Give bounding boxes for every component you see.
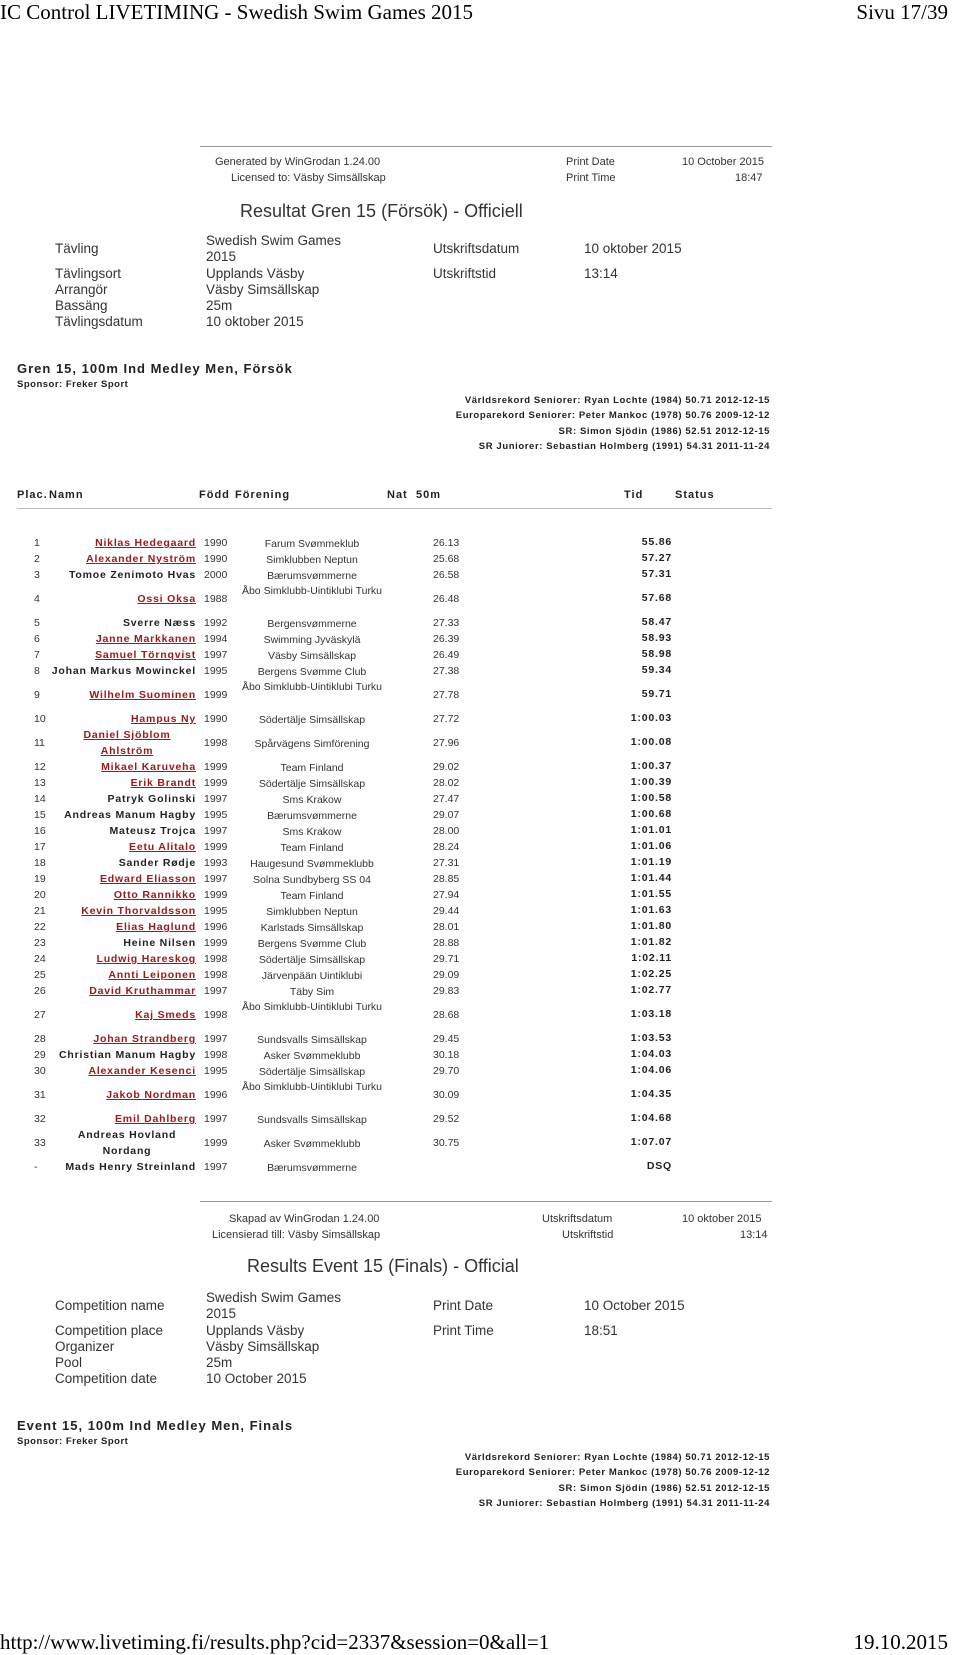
- result-split-50m: 29.83: [433, 985, 460, 997]
- result-club: Södertälje Simsällskap: [258, 778, 366, 790]
- final-print-date-label: Utskriftsdatum: [542, 1213, 613, 1225]
- result-club: Bergens Svømme Club: [257, 666, 367, 678]
- result-club: Spårvägens Simförening: [254, 738, 370, 750]
- page-number: Sivu 17/39: [856, 0, 948, 24]
- final-right-label-print-date: Print Date: [433, 1298, 494, 1313]
- right-value-print-date: 10 oktober 2015: [584, 241, 682, 256]
- result-place: 7: [34, 649, 40, 661]
- result-birth-year: 1997: [204, 793, 228, 805]
- result-time: 1:04.03: [630, 1048, 672, 1060]
- info-value-place: Upplands Väsby: [206, 266, 305, 281]
- result-split-50m: 26.48: [433, 593, 460, 605]
- result-club: Solna Sundbyberg SS 04: [253, 874, 371, 886]
- result-time: 1:04.68: [630, 1112, 672, 1124]
- result-split-50m: 27.72: [433, 713, 460, 725]
- result-club: Team Finland: [280, 842, 344, 854]
- result-place: 20: [34, 889, 46, 901]
- result-name[interactable]: Jakob Nordman: [106, 1089, 196, 1101]
- col-header-name: Namn: [49, 489, 84, 501]
- print-time-label: Print Time: [566, 172, 616, 184]
- result-club: Åbo Simklubb-Uintiklubi Turku: [241, 585, 383, 597]
- result-name[interactable]: Otto Rannikko: [113, 889, 196, 901]
- result-name: Tomoe Zenimoto Hvas: [68, 569, 196, 581]
- result-name[interactable]: Mikael Karuveha: [101, 761, 196, 773]
- result-name[interactable]: Kevin Thorvaldsson: [81, 905, 196, 917]
- result-time: 1:01.63: [630, 904, 672, 916]
- final-print-time-value: 13:14: [740, 1229, 768, 1241]
- result-name[interactable]: Alexander Nyström: [86, 553, 196, 565]
- result-club: Åbo Simklubb-Uintiklubi Turku: [241, 1001, 383, 1013]
- result-time: 59.71: [641, 688, 672, 700]
- info-label-pool: Bassäng: [55, 298, 108, 313]
- result-split-50m: 27.47: [433, 793, 460, 805]
- result-place: 15: [34, 809, 46, 821]
- result-birth-year: 1994: [204, 633, 228, 645]
- result-time: 1:01.80: [630, 920, 672, 932]
- result-place: 6: [34, 633, 40, 645]
- result-split-50m: 26.39: [433, 633, 460, 645]
- result-club: Bærumsvømmerne: [267, 810, 357, 822]
- result-birth-year: 1997: [204, 873, 228, 885]
- result-place: 11: [34, 737, 45, 749]
- result-time: 1:03.53: [630, 1032, 672, 1044]
- result-time: 1:01.06: [630, 840, 672, 852]
- result-name[interactable]: Eetu Alitalo: [129, 841, 196, 853]
- result-place: 24: [34, 953, 46, 965]
- final-event-title: Event 15, 100m Ind Medley Men, Finals: [17, 1418, 294, 1433]
- event-title: Gren 15, 100m Ind Medley Men, Försök: [17, 361, 293, 376]
- print-date-label: Print Date: [566, 156, 615, 168]
- result-split-50m: 28.68: [433, 1009, 460, 1021]
- result-birth-year: 1992: [204, 617, 228, 629]
- col-header-club: Förening: [235, 489, 291, 501]
- result-time: 1:00.68: [630, 808, 672, 820]
- result-place: 21: [34, 905, 46, 917]
- result-name[interactable]: Erik Brandt: [130, 777, 196, 789]
- result-name[interactable]: Alexander Kesenci: [88, 1065, 196, 1077]
- info-label-organizer: Arrangör: [55, 282, 108, 297]
- result-name[interactable]: Ossi Oksa: [137, 593, 196, 605]
- result-name: Heine Nilsen: [123, 937, 196, 949]
- result-club: Haugesund Svømmeklubb: [250, 858, 374, 870]
- result-name: Christian Manum Hagby: [59, 1049, 196, 1061]
- right-label-print-time: Utskriftstid: [433, 266, 497, 281]
- result-time: 1:04.06: [630, 1064, 672, 1076]
- result-club: Väsby Simsällskap: [267, 650, 357, 662]
- result-place: 22: [34, 921, 46, 933]
- result-birth-year: 1999: [204, 937, 228, 949]
- final-info-label-date: Competition date: [55, 1371, 158, 1386]
- result-birth-year: 1998: [204, 969, 228, 981]
- result-time: 1:01.19: [630, 856, 672, 868]
- record-sweden-junior: SR Juniorer: Sebastian Holmberg (1991) 54.31 2011-11-24: [478, 441, 770, 452]
- result-time: DSQ: [646, 1160, 672, 1172]
- result-time: 58.98: [641, 648, 672, 660]
- result-time: 1:00.08: [630, 736, 672, 748]
- result-split-50m: 28.00: [433, 825, 460, 837]
- result-name[interactable]: Elias Haglund: [116, 921, 196, 933]
- info-value-organizer: Väsby Simsällskap: [206, 282, 320, 297]
- result-place: 14: [34, 793, 46, 805]
- result-time: 1:00.39: [630, 776, 672, 788]
- result-time: 1:02.77: [630, 984, 672, 996]
- result-split-50m: 28.85: [433, 873, 460, 885]
- result-club: Swimming Jyväskylä: [263, 634, 361, 646]
- generated-by: Generated by WinGrodan 1.24.00: [215, 156, 381, 168]
- result-club: Simklubben Neptun: [266, 906, 358, 918]
- result-club: Åbo Simklubb-Uintiklubi Turku: [241, 1081, 383, 1093]
- result-club: Asker Svømmeklubb: [263, 1138, 361, 1150]
- result-time: 1:02.11: [631, 952, 672, 964]
- result-birth-year: 1997: [204, 1033, 228, 1045]
- result-place: 12: [34, 761, 46, 773]
- final-results-title: Results Event 15 (Finals) - Official: [247, 1256, 519, 1276]
- final-info-value-organizer: Väsby Simsällskap: [206, 1339, 320, 1354]
- col-header-born: Född: [199, 489, 230, 501]
- result-place: -: [34, 1161, 38, 1173]
- result-birth-year: 1995: [204, 665, 228, 677]
- final-info-value-place: Upplands Väsby: [206, 1323, 305, 1338]
- result-place: 18: [34, 857, 46, 869]
- final-print-date-value: 10 oktober 2015: [682, 1213, 762, 1225]
- result-club: Team Finland: [280, 762, 344, 774]
- result-time: 1:00.37: [630, 760, 672, 772]
- result-time: 57.31: [641, 568, 672, 580]
- result-time: 57.68: [641, 592, 672, 604]
- result-split-50m: 27.38: [433, 665, 460, 677]
- final-record-europe: Europarekord Seniorer: Peter Mankoc (1978) 50.76 2009-12-12: [455, 1467, 770, 1478]
- result-club: Södertälje Simsällskap: [258, 954, 366, 966]
- result-place: 2: [34, 553, 40, 565]
- result-place: 10: [34, 713, 46, 725]
- result-time: 1:01.44: [630, 872, 672, 884]
- result-club: Sundsvalls Simsällskap: [257, 1114, 367, 1126]
- licensed-to: Licensed to: Väsby Simsällskap: [231, 172, 386, 184]
- result-time: 57.27: [641, 552, 672, 564]
- created-by: Skapad av WinGrodan 1.24.00: [229, 1213, 380, 1225]
- result-place: 1: [34, 537, 40, 549]
- right-label-print-date: Utskriftsdatum: [433, 241, 520, 256]
- browser-title: IC Control LIVETIMING - Swedish Swim Games 2015: [0, 0, 474, 24]
- result-birth-year: 1997: [204, 1161, 228, 1173]
- results-title: Resultat Gren 15 (Försök) - Officiell: [240, 201, 523, 221]
- header-divider: [17, 508, 772, 509]
- result-split-50m: 29.71: [433, 953, 460, 965]
- result-birth-year: 1997: [204, 1113, 228, 1125]
- result-birth-year: 1990: [204, 553, 228, 565]
- result-split-50m: 27.33: [433, 617, 460, 629]
- result-place: 16: [34, 825, 46, 837]
- result-birth-year: 1998: [204, 953, 228, 965]
- result-split-50m: 29.02: [433, 761, 460, 773]
- result-birth-year: 1990: [204, 713, 228, 725]
- result-split-50m: 29.70: [433, 1065, 460, 1077]
- result-club: Södertälje Simsällskap: [258, 714, 366, 726]
- result-split-50m: 28.24: [433, 841, 460, 853]
- sponsor: Sponsor: Freker Sport: [17, 379, 129, 390]
- result-name: Andreas Hovland Nordang: [77, 1129, 177, 1157]
- final-top-divider: [200, 1201, 772, 1202]
- result-place: 32: [34, 1113, 46, 1125]
- result-split-50m: 28.01: [433, 921, 460, 933]
- print-date-value: 10 October 2015: [682, 156, 764, 168]
- info-value-competition: Swedish Swim Games 2015: [206, 233, 342, 264]
- result-split-50m: 29.44: [433, 905, 460, 917]
- result-name[interactable]: Ludwig Hareskog: [96, 953, 196, 965]
- result-name[interactable]: David Kruthammar: [89, 985, 196, 997]
- final-record-sweden-junior: SR Juniorer: Sebastian Holmberg (1991) 54.31 2011-11-24: [478, 1498, 770, 1509]
- result-place: 23: [34, 937, 46, 949]
- result-place: 30: [34, 1065, 46, 1077]
- final-sponsor: Sponsor: Freker Sport: [17, 1436, 129, 1447]
- result-birth-year: 1996: [204, 1089, 228, 1101]
- final-info-value-competition: Swedish Swim Games 2015: [206, 1290, 342, 1321]
- result-split-50m: 27.78: [433, 689, 460, 701]
- result-split-50m: 29.52: [433, 1113, 460, 1125]
- result-place: 25: [34, 969, 46, 981]
- info-value-pool: 25m: [206, 298, 233, 313]
- result-birth-year: 1999: [204, 689, 228, 701]
- result-birth-year: 1993: [204, 857, 228, 869]
- result-name: Andreas Manum Hagby: [64, 809, 196, 821]
- result-name[interactable]: Johan Strandberg: [93, 1033, 196, 1045]
- final-info-label-organizer: Organizer: [55, 1339, 115, 1354]
- result-name: Mads Henry Streinland: [65, 1161, 196, 1173]
- result-club: Asker Svømmeklubb: [263, 1050, 361, 1062]
- final-print-time-label: Utskriftstid: [562, 1229, 614, 1241]
- result-time: 58.93: [641, 632, 672, 644]
- result-split-50m: 29.07: [433, 809, 460, 821]
- result-split-50m: 30.75: [433, 1137, 460, 1149]
- final-info-value-pool: 25m: [206, 1355, 233, 1370]
- final-licensed-to: Licensierad till: Väsby Simsällskap: [212, 1229, 381, 1241]
- result-club: Sms Krakow: [282, 826, 342, 838]
- result-split-50m: 26.58: [433, 569, 460, 581]
- result-name[interactable]: Hampus Ny: [131, 713, 196, 725]
- result-split-50m: 27.94: [433, 889, 460, 901]
- result-name[interactable]: Kaj Smeds: [135, 1009, 196, 1021]
- result-club: Södertälje Simsällskap: [258, 1066, 366, 1078]
- result-club: Simklubben Neptun: [266, 554, 358, 566]
- result-split-50m: 26.49: [433, 649, 460, 661]
- right-value-print-time: 13:14: [584, 266, 618, 281]
- result-time: 1:03.18: [630, 1008, 672, 1020]
- final-right-value-print-time: 18:51: [584, 1323, 618, 1338]
- result-time: 1:01.82: [630, 936, 672, 948]
- result-split-50m: 28.02: [433, 777, 460, 789]
- col-header-split: 50m: [416, 489, 442, 501]
- result-time: 1:04.35: [630, 1088, 672, 1100]
- result-birth-year: 1988: [204, 593, 228, 605]
- result-birth-year: 1999: [204, 777, 228, 789]
- record-europe: Europarekord Seniorer: Peter Mankoc (1978) 50.76 2009-12-12: [455, 410, 770, 421]
- info-label-date: Tävlingsdatum: [55, 314, 143, 329]
- result-name[interactable]: Samuel Törnqvist: [95, 649, 196, 661]
- result-split-50m: 27.96: [433, 737, 460, 749]
- result-name[interactable]: Daniel Sjöblom Ahlström: [83, 729, 171, 757]
- result-place: 8: [34, 665, 40, 677]
- result-club: Åbo Simklubb-Uintiklubi Turku: [241, 681, 383, 693]
- result-birth-year: 1990: [204, 537, 228, 549]
- result-club: Järvenpään Uintiklubi: [261, 970, 363, 982]
- result-name[interactable]: Janne Markkanen: [95, 633, 196, 645]
- col-header-time: Tid: [624, 489, 644, 501]
- result-name[interactable]: Edward Eliasson: [99, 873, 196, 885]
- info-label-competition: Tävling: [55, 241, 99, 256]
- result-club: Sundsvalls Simsällskap: [257, 1034, 367, 1046]
- result-time: 1:07.07: [630, 1136, 672, 1148]
- final-record-sweden: SR: Simon Sjödin (1986) 52.51 2012-12-15: [558, 1483, 770, 1494]
- result-club: Team Finland: [280, 890, 344, 902]
- result-birth-year: 1999: [204, 841, 228, 853]
- info-value-date: 10 oktober 2015: [206, 314, 304, 329]
- result-birth-year: 2000: [204, 569, 228, 581]
- result-split-50m: 30.09: [433, 1089, 460, 1101]
- final-record-world: Världsrekord Seniorer: Ryan Lochte (1984) 50.71 2012-12-15: [464, 1452, 770, 1463]
- result-time: 1:01.01: [630, 824, 672, 836]
- final-right-value-print-date: 10 October 2015: [584, 1298, 685, 1313]
- result-name: Sverre Næss: [122, 617, 196, 629]
- result-split-50m: 29.09: [433, 969, 460, 981]
- result-name[interactable]: Annti Leiponen: [108, 969, 196, 981]
- result-place: 13: [34, 777, 46, 789]
- result-birth-year: 1998: [204, 1009, 228, 1021]
- result-place: 4: [34, 593, 40, 605]
- result-birth-year: 1998: [204, 737, 228, 749]
- result-time: 1:00.58: [630, 792, 672, 804]
- result-name[interactable]: Niklas Hedegaard: [95, 537, 196, 549]
- result-place: 26: [34, 985, 46, 997]
- result-time: 1:00.03: [630, 712, 672, 724]
- final-info-value-date: 10 October 2015: [206, 1371, 307, 1386]
- final-info-label-pool: Pool: [55, 1355, 83, 1370]
- final-info-label-competition: Competition name: [55, 1298, 165, 1313]
- result-birth-year: 1997: [204, 985, 228, 997]
- result-club: Sms Krakow: [282, 794, 342, 806]
- result-birth-year: 1995: [204, 1065, 228, 1077]
- result-club: Bærumsvømmerne: [267, 570, 357, 582]
- result-split-50m: 27.31: [433, 857, 460, 869]
- top-divider: [200, 146, 772, 147]
- result-time: 55.86: [641, 536, 672, 548]
- result-place: 28: [34, 1033, 46, 1045]
- result-place: 5: [34, 617, 40, 629]
- record-sweden: SR: Simon Sjödin (1986) 52.51 2012-12-15: [558, 426, 770, 437]
- result-name[interactable]: Emil Dahlberg: [115, 1113, 196, 1125]
- result-birth-year: 1998: [204, 1049, 228, 1061]
- result-club: Bergens Svømme Club: [257, 938, 367, 950]
- result-name[interactable]: Wilhelm Suominen: [89, 689, 196, 701]
- result-time: 58.47: [641, 616, 672, 628]
- result-club: Karlstads Simsällskap: [260, 922, 364, 934]
- page-url: http://www.livetiming.fi/results.php?cid=2337&session=0&all=1: [0, 1630, 550, 1654]
- result-birth-year: 1996: [204, 921, 228, 933]
- result-birth-year: 1997: [204, 649, 228, 661]
- result-name: Johan Markus Mowinckel: [51, 665, 196, 677]
- result-place: 9: [34, 689, 40, 701]
- result-birth-year: 1995: [204, 809, 228, 821]
- result-club: Täby Sim: [289, 986, 335, 998]
- result-birth-year: 1999: [204, 1137, 228, 1149]
- result-time: 1:01.55: [630, 888, 672, 900]
- result-birth-year: 1995: [204, 905, 228, 917]
- result-split-50m: 28.88: [433, 937, 460, 949]
- result-split-50m: 30.18: [433, 1049, 460, 1061]
- result-birth-year: 1999: [204, 889, 228, 901]
- record-world: Världsrekord Seniorer: Ryan Lochte (1984) 50.71 2012-12-15: [464, 395, 770, 406]
- result-split-50m: 26.13: [433, 537, 460, 549]
- result-time: 1:02.25: [630, 968, 672, 980]
- result-place: 19: [34, 873, 46, 885]
- print-date: 19.10.2015: [853, 1630, 948, 1654]
- col-header-nat: Nat: [387, 489, 408, 501]
- result-place: 33: [34, 1137, 46, 1149]
- result-name: Sander Rødje: [118, 857, 196, 869]
- result-name: Mateusz Trojca: [109, 825, 196, 837]
- result-place: 3: [34, 569, 40, 581]
- final-right-label-print-time: Print Time: [433, 1323, 494, 1338]
- result-birth-year: 1999: [204, 761, 228, 773]
- final-info-label-place: Competition place: [55, 1323, 164, 1338]
- result-place: 27: [34, 1009, 46, 1021]
- result-split-50m: 25.68: [433, 553, 460, 565]
- result-name: Patryk Golinski: [107, 793, 196, 805]
- print-time-value: 18:47: [735, 172, 763, 184]
- result-club: Bergensvømmerne: [267, 618, 357, 630]
- result-place: 29: [34, 1049, 46, 1061]
- col-header-status: Status: [675, 489, 715, 501]
- result-place: 31: [34, 1089, 46, 1101]
- info-label-place: Tävlingsort: [55, 266, 122, 281]
- result-birth-year: 1997: [204, 825, 228, 837]
- result-club: Bærumsvømmerne: [267, 1162, 357, 1174]
- result-club: Farum Svømmeklub: [264, 538, 360, 550]
- result-place: 17: [34, 841, 46, 853]
- result-split-50m: 29.45: [433, 1033, 460, 1045]
- result-time: 59.34: [641, 664, 672, 676]
- col-header-place: Plac.: [17, 489, 48, 501]
